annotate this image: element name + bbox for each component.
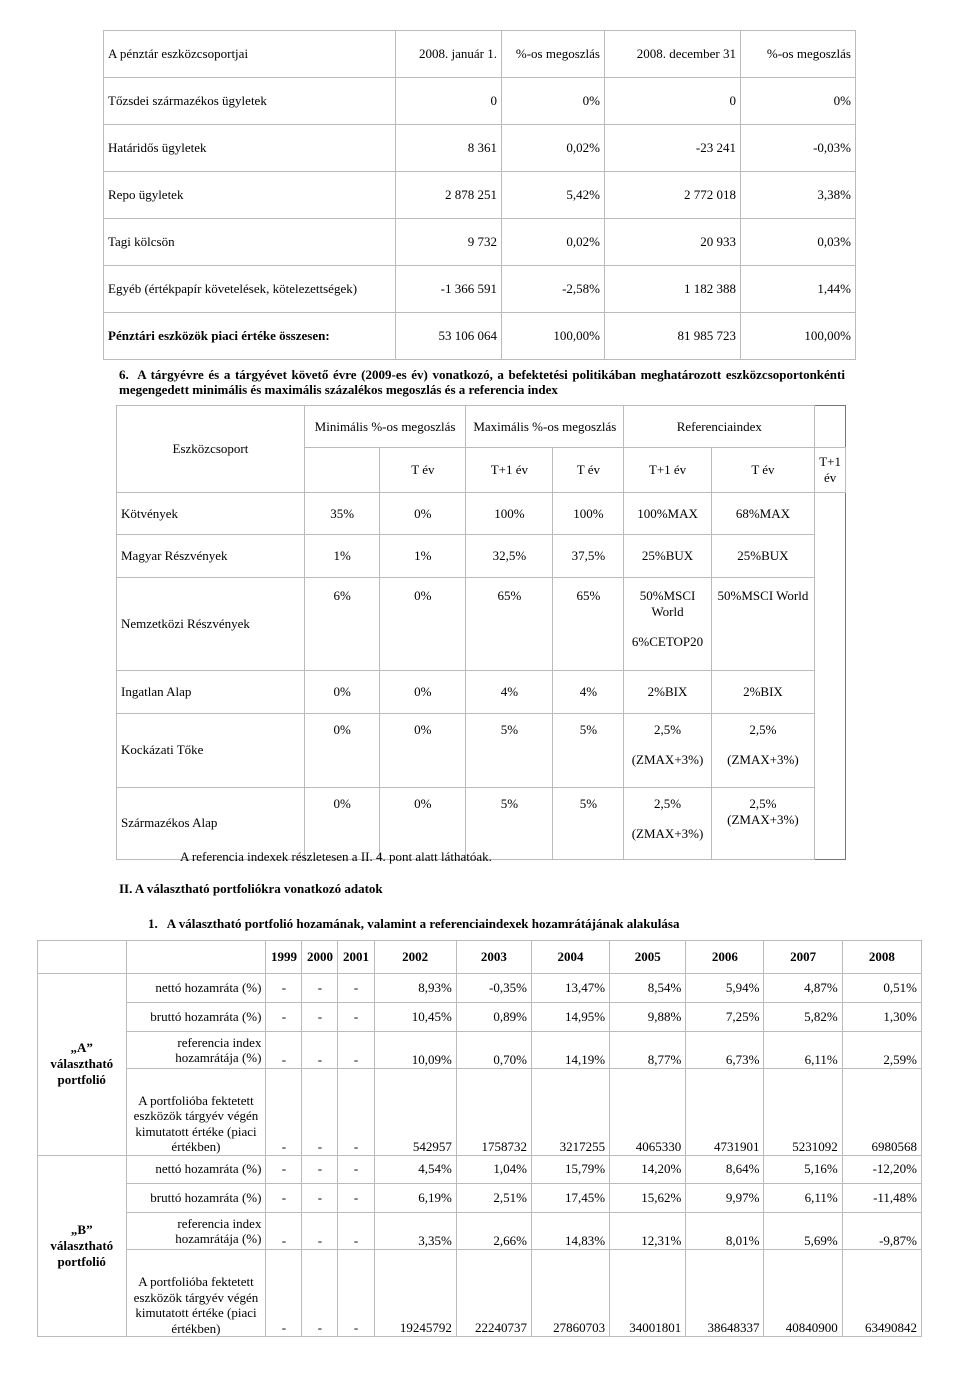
table-cell: 2%BIX [711,671,815,713]
table-cell: - [338,1031,374,1068]
table-cell: 0,02% [502,219,605,266]
portfolio-returns-table [37,940,922,1337]
table-cell: referencia index hozamrátája (%) [126,1031,266,1068]
table-row [117,577,846,670]
table-cell: 15,79% [531,1155,609,1184]
table-cell: Magyar Részvények [117,535,305,577]
table-cell: 0% [380,492,466,534]
table-cell: 100,00% [502,313,605,360]
table-cell: 0% [502,78,605,125]
table-cell: 25%BUX [624,535,711,577]
table-cell: - [302,1213,338,1250]
table-row [117,671,846,713]
table-cell: bruttó hozamráta (%) [126,1184,266,1213]
table-cell: 0% [304,787,380,859]
table-header-cell: 2001 [338,941,374,974]
asset-group-table [103,30,856,360]
table-header-cell: Maximális %-os megoszlás [466,406,624,448]
table-cell: 0% [380,577,466,670]
table-cell: 542957 [374,1068,456,1155]
table-cell: 38648337 [686,1250,764,1337]
table-cell: 4731901 [686,1068,764,1155]
table-cell: 2,59% [842,1031,921,1068]
table-cell: 14,83% [531,1213,609,1250]
table-cell: 7,25% [686,1002,764,1031]
table-cell: 4% [553,671,624,713]
table-cell: Repo ügyletek [104,172,396,219]
table-cell [126,941,266,974]
table-cell: 10,09% [374,1031,456,1068]
table-cell: 4% [466,671,553,713]
table-cell: 5% [466,713,553,787]
table-cell: 34001801 [610,1250,686,1337]
table-cell: 5% [553,787,624,859]
table-cell: -11,48% [842,1184,921,1213]
table-row [104,125,856,172]
table-header-cell: T év [553,448,624,493]
table-cell: 100% [553,492,624,534]
cell-line: 50%MSCI World [639,587,696,619]
table-cell: 100% [466,492,553,534]
table-cell: - [266,1031,302,1068]
table-cell: - [338,1250,374,1337]
table-cell: 40840900 [764,1250,842,1337]
table-row [38,1250,922,1337]
table-cell: - [266,1250,302,1337]
table-cell: Tőzsdei származékos ügyletek [104,78,396,125]
table-cell: 100,00% [741,313,856,360]
table-cell: 5% [466,787,553,859]
table-cell: 5231092 [764,1068,842,1155]
table-cell: 0 [605,78,741,125]
table-cell: -1 366 591 [396,266,502,313]
table-cell: - [338,1002,374,1031]
cell-line: 2,5% [749,721,777,737]
table-cell: 5% [553,713,624,787]
table-header-row [104,31,856,78]
table-cell: - [302,1002,338,1031]
section-6-paragraph [119,367,845,397]
table-cell: 0,70% [456,1031,531,1068]
cell-line: 2,5% (ZMAX+3%) [727,795,799,827]
table-row [104,172,856,219]
table-cell: 6,19% [374,1184,456,1213]
table-cell: 2,51% [456,1184,531,1213]
table-cell: Ingatlan Alap [117,671,305,713]
table-cell: 35% [304,492,380,534]
table-cell: 12,31% [610,1213,686,1250]
table-cell: 8,77% [610,1031,686,1068]
table-cell: - [266,974,302,1003]
table-cell: 4,54% [374,1155,456,1184]
table-header-cell: %-os megoszlás [502,31,605,78]
table-cell: 2,66% [456,1213,531,1250]
table-header-cell: 2005 [610,941,686,974]
table-row [104,219,856,266]
table-row [38,1031,922,1068]
section-2-title: II. A választható portfoliókra vonatkozó adatok [119,881,383,896]
table-cell: 9,97% [686,1184,764,1213]
table-cell: - [266,1213,302,1250]
table-cell: 1,30% [842,1002,921,1031]
table-cell: Tagi kölcsön [104,219,396,266]
table-cell: -2,58% [502,266,605,313]
table-row [38,1184,922,1213]
table-cell: 5,42% [502,172,605,219]
table-cell: 2 772 018 [605,172,741,219]
table-cell: nettó hozamráta (%) [126,974,266,1003]
table-cell [624,787,711,859]
table-cell: - [338,974,374,1003]
table-cell: -0,03% [741,125,856,172]
table-cell: 13,47% [531,974,609,1003]
table-cell: referencia index hozamrátája (%) [126,1213,266,1250]
table-cell: 2 878 251 [396,172,502,219]
table-cell: - [302,1250,338,1337]
table-row [117,713,846,787]
table-cell: - [302,974,338,1003]
table-header-cell: 2002 [374,941,456,974]
table-cell: A portfolióba fektetett eszközök tárgyév végén kimutatott értéke (piaci értékben) [126,1250,266,1337]
table-cell: 19245792 [374,1250,456,1337]
portfolio-a-label: „A” választható portfolió [38,974,127,1156]
table-cell: - [338,1184,374,1213]
table-cell: 22240737 [456,1250,531,1337]
table-header-row [117,406,846,448]
table-header-cell: 2008. január 1. [396,31,502,78]
table-cell: 9,88% [610,1002,686,1031]
table-cell: 8,01% [686,1213,764,1250]
table-cell: -9,87% [842,1213,921,1250]
table-row [117,535,846,577]
table-cell: 17,45% [531,1184,609,1213]
table-cell: 6,11% [764,1184,842,1213]
table-cell: Kockázati Tőke [117,713,305,787]
table-cell: 6,73% [686,1031,764,1068]
table-cell [711,787,815,859]
table-cell: 0% [380,787,466,859]
table-cell: 50%MSCI World [711,577,815,670]
table-cell: 0,89% [456,1002,531,1031]
table-cell: -0,35% [456,974,531,1003]
table-cell: 25%BUX [711,535,815,577]
table-cell: 5,82% [764,1002,842,1031]
table-cell: 1,44% [741,266,856,313]
section-text: A tárgyévre és a tárgyévet követő évre (2009-es év) vonatkozó, a befektetési politikában meghatározott eszközcsoportonkénti megengedett minimális és maximális százalékos megoszlás és a referencia index [119,367,845,397]
table-row [38,1002,922,1031]
table-cell: 14,19% [531,1031,609,1068]
table-cell: A portfolióba fektetett eszközök tárgyév végén kimutatott értéke (piaci értékben) [126,1068,266,1155]
table-cell: Származékos Alap [117,787,305,859]
table-row [38,1068,922,1155]
table-cell [624,713,711,787]
table-cell: 14,95% [531,1002,609,1031]
table-cell: 8,64% [686,1155,764,1184]
table-cell: - [338,1213,374,1250]
table-cell: 0% [380,671,466,713]
table-cell: 65% [466,577,553,670]
cell-line: (ZMAX+3%) [727,751,799,767]
table-cell: 53 106 064 [396,313,502,360]
section-number: 6. [119,367,129,382]
table-cell: 1,04% [456,1155,531,1184]
table-header-cell: 2003 [456,941,531,974]
table-cell: nettó hozamráta (%) [126,1155,266,1184]
table-header-cell: 1999 [266,941,302,974]
table-cell: 8,54% [610,974,686,1003]
table-cell: 5,94% [686,974,764,1003]
table-cell: 3,38% [741,172,856,219]
table-cell: 9 732 [396,219,502,266]
table-cell: - [302,1068,338,1155]
table-header-cell: 2008. december 31 [605,31,741,78]
table-cell: - [302,1031,338,1068]
table-cell: 0% [304,671,380,713]
portfolio-b-label: „B” választható portfolió [38,1155,127,1337]
table-cell: Nemzetközi Részvények [117,577,305,670]
table-cell: 5,69% [764,1213,842,1250]
table-cell: 0,02% [502,125,605,172]
table-cell [624,577,711,670]
table-cell: 0 [396,78,502,125]
table-cell: 65% [553,577,624,670]
table-cell: Kötvények [117,492,305,534]
cell-line: 2,5% [653,721,682,737]
table-cell: 100%MAX [624,492,711,534]
table-cell: 3,35% [374,1213,456,1250]
table-row [38,1155,922,1184]
table-cell [38,941,127,974]
table-cell [304,448,380,493]
table-header-cell: T+1 év [624,448,711,493]
table-cell: 1% [380,535,466,577]
reference-note: A referencia indexek részletesen a II. 4. pont alatt láthatóak. [180,849,492,864]
table-header-cell: T év [380,448,466,493]
table-header-cell: Referenciaindex [624,406,815,448]
table-header-cell: 2004 [531,941,609,974]
table-cell: - [302,1155,338,1184]
table-cell: 4,87% [764,974,842,1003]
table-header-cell: Minimális %-os megoszlás [304,406,465,448]
table-cell: 3217255 [531,1068,609,1155]
table-header-cell: T+1 év [815,448,846,493]
table-cell: - [266,1155,302,1184]
table-header-row [38,941,922,974]
section-2-1-title: 1. A választható portfolió hozamának, valamint a referenciaindexek hozamrátájának alakulása [148,916,680,931]
table-row [104,78,856,125]
allocation-limits-table [116,405,846,860]
cell-line: 2,5% [653,795,682,811]
table-cell: 63490842 [842,1250,921,1337]
table-cell: - [266,1184,302,1213]
cell-line: (ZMAX+3%) [631,751,704,767]
table-cell: 10,45% [374,1002,456,1031]
table-cell: 0,03% [741,219,856,266]
table-row [38,974,922,1003]
table-cell: 6,11% [764,1031,842,1068]
table-cell: 0,51% [842,974,921,1003]
table-cell: 4065330 [610,1068,686,1155]
table-cell: 2%BIX [624,671,711,713]
table-cell: Határidős ügyletek [104,125,396,172]
table-cell: 27860703 [531,1250,609,1337]
table-cell: -23 241 [605,125,741,172]
table-header-cell: 2006 [686,941,764,974]
table-cell: 8,93% [374,974,456,1003]
table-cell: 20 933 [605,219,741,266]
table-cell: 0% [741,78,856,125]
table-cell: 14,20% [610,1155,686,1184]
table-cell: - [338,1068,374,1155]
table-cell: 32,5% [466,535,553,577]
table-cell: 1758732 [456,1068,531,1155]
table-cell: Pénztári eszközök piaci értéke összesen: [104,313,396,360]
table-cell: - [266,1002,302,1031]
table-header-cell: A pénztár eszközcsoportjai [104,31,396,78]
table-cell: Egyéb (értékpapír követelések, kötelezettségek) [104,266,396,313]
table-cell: 81 985 723 [605,313,741,360]
table-header-cell: T év [711,448,815,493]
table-cell: 1% [304,535,380,577]
table-total-row [104,313,856,360]
table-header-cell: 2000 [302,941,338,974]
table-row [117,492,846,534]
table-cell [711,713,815,787]
table-header-cell: 2008 [842,941,921,974]
table-cell: 6% [304,577,380,670]
table-header-cell: T+1 év [466,448,553,493]
table-cell: -12,20% [842,1155,921,1184]
table-row [38,1213,922,1250]
table-cell: bruttó hozamráta (%) [126,1002,266,1031]
cell-line: (ZMAX+3%) [631,825,704,841]
table-header-cell: %-os megoszlás [741,31,856,78]
table-header-cell: 2007 [764,941,842,974]
table-cell: 37,5% [553,535,624,577]
table-cell: - [302,1184,338,1213]
table-cell: 5,16% [764,1155,842,1184]
table-row [104,266,856,313]
cell-line: 6%CETOP20 [631,633,704,649]
table-cell: 1 182 388 [605,266,741,313]
table-cell: - [266,1068,302,1155]
table-header-cell: Eszközcsoport [117,406,305,493]
table-cell: 0% [304,713,380,787]
table-cell: 15,62% [610,1184,686,1213]
table-cell: 68%MAX [711,492,815,534]
table-cell: 6980568 [842,1068,921,1155]
table-cell: 8 361 [396,125,502,172]
table-cell: - [338,1155,374,1184]
table-cell: 0% [380,713,466,787]
